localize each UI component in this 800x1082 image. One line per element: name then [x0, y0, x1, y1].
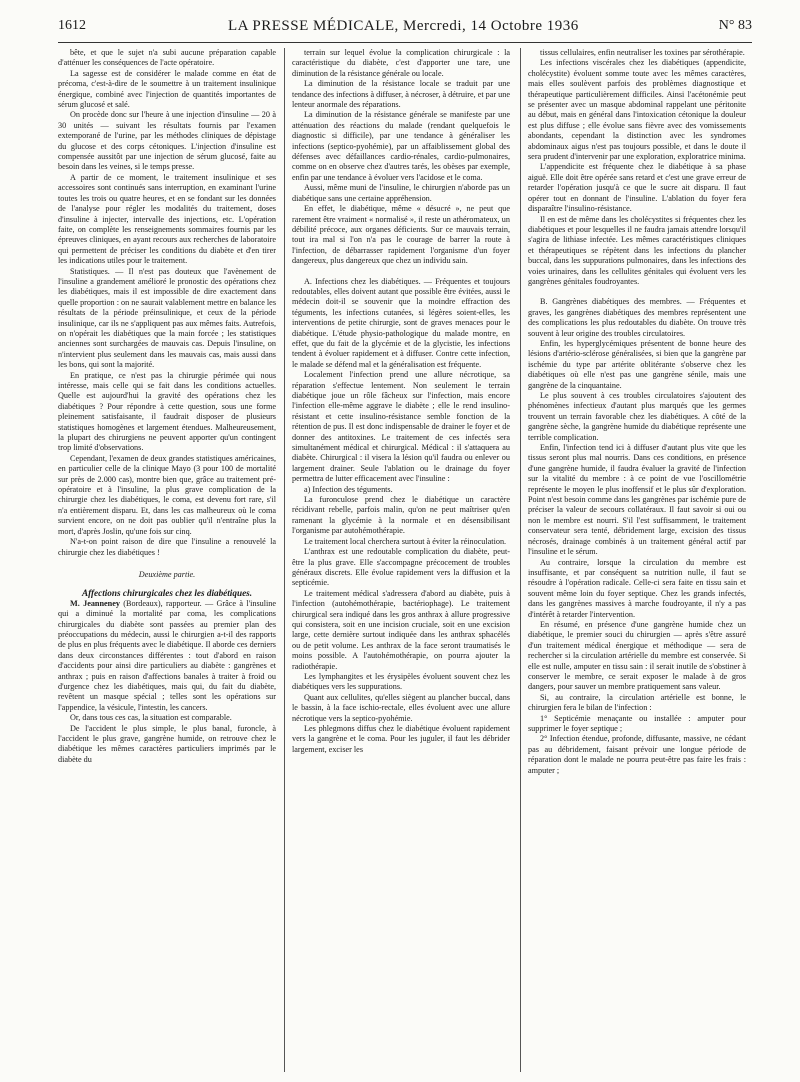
paragraph: Cependant, l'examen de deux grandes statistiques américaines, en particulier celle de la clinique Mayo (3 pour 100 de mortalité sur près de 2.000 cas), montre bien que, grâce au traitement pré-opératoire et à l'insuline, la plus grave complication de la chirurgie chez les diabétiques, le coma, est devenu fort rare, s'il n'a entièrement disparu. Et, dans les cas malheureux où le coma survient encore, on ne doit pas oublier qu'il n'entraîne plus la mort, d'après Joslin, qu'une fois sur cinq. [58, 453, 276, 536]
paragraph: Enfin, les hyperglycémiques présentent de bonne heure des lésions d'artério-sclérose généralisées, si bien que la gangrène par ischémie du type par artérite oblitérante s'observe chez les diabétiques où elle n'est pas une gangrène sénile, mais une gangrène de la cinquantaine. [528, 338, 746, 390]
paragraph: bête, et que le sujet n'a subi aucune préparation capable d'atténuer les conséquences de l'acte opératoire. [58, 48, 276, 68]
paragraph: Le plus souvent à ces troubles circulatoires s'ajoutent des phénomènes infectieux d'autant plus marqués que les germes trouvent un terrain favorable chez les diabétiques. A côté de la gangrène sèche, la gangrène humide du diabétique représente une terrible complication. [528, 391, 746, 442]
paragraph: 1° Septicémie menaçante ou installée : amputer pour supprimer le foyer septique ; [528, 713, 746, 733]
paragraph: Il en est de même dans les cholécystites si fréquentes chez les diabétiques et pour lesquelles il ne faudra jamais attendre lorsqu'il s'agira de lithiase infectée. Les mêmes caractéristiques cliniques et thérapeutiques se répètent dans les infections du plancher buccal, dans les suppurations pulmonaires, dans les infections des voies urinaires, dans les cellulites génitales qui évoluent vers les gangrènes génitales foudroyantes. [528, 214, 746, 286]
journal-title: LA PRESSE MÉDICALE, Mercredi, 14 Octobre 1936 [228, 18, 579, 34]
paragraph: N'a-t-on point raison de dire que l'insuline a renouvelé la chirurgie chez les diabétiques ! [58, 537, 276, 557]
paragraph: A partir de ce moment, le traitement insulinique et ses accessoires sont continués sans interruption, en examinant l'urine toutes les trois ou quatre heures, et en se fondant sur les données de l'analyse pour régler les modalités du traitement, doses d'insuline à injecter, intervalle des injections, etc. L'opération faite, on complète les renseignements sommaires fournis par les épreuves cliniques, en ayant recours aux recherches de laboratoire qui permettent de préciser les conditions du diabète et d'en tirer les indications utiles pour le traitement. [58, 172, 276, 266]
paragraph: Le traitement médical s'adressera d'abord au diabète, puis à l'infection (autohémothérapie, bactériophage). Le traitement chirurgical sera indiqué dans les gros anthrax à allure progressive qui consistera, soit en une incision cruciale, soit en une excision large, cette dernière surtout indiquée dans les anthrax sphacélés ou de petit volume. Les anthrax de la face seront traumatisés le moins possible. A l'autohémothérapie, on pourra ajouter la radiothérapie. [292, 588, 510, 671]
paragraph [58, 599, 276, 713]
paragraph: En résumé, en présence d'une gangrène humide chez un diabétique, le premier souci du chirurgien — après s'être assuré d'un traitement médical énergique et méthodique — sera de rechercher si la circulation artérielle du membre est conservée. Si elle est nulle, amputer en tissu sain : il serait inutile de s'obstiner à conserver le membre, ce serait exposer le malade à de gros dangers, pour sauver un membre pratiquement sans valeur. [528, 619, 746, 692]
paragraph: En pratique, ce n'est pas la chirurgie périmée qui nous intéresse, mais celle qui se fait dans les conditions actuelles. Quelle est aujourd'hui la gravité des opérations chez les diabétiques ? Pour répondre à cette question, sous une forme pleinement satisfaisante, il faudrait disposer de plusieurs statistiques homogènes et largement étendues. Malheureusement, la plupart des chirurgiens ne peuvent apporter qu'un contingent trop limité d'observations. [58, 370, 276, 453]
paragraph: Le traitement local cherchera surtout à éviter la réinoculation. [304, 536, 507, 546]
paragraph: Les lymphangites et les érysipèles évoluent souvent chez les diabétiques vers les suppurations. [292, 671, 510, 692]
paragraph: De l'accident le plus simple, le plus banal, furoncle, à l'accident le plus grave, gangrène humide, on retrouve chez le diabétique les mêmes caractères particuliers imprimés par le diabète du [58, 723, 276, 764]
paragraph: Localement l'infection prend une allure nécrotique, sa réparation s'effectue lentement. Non seulement le terrain diabétique joue un rôle fâcheux sur l'infection, mais encore l'infection elle-même aggrave le diabète ; elle le rend insulino-résistant et cette insulino-résistance semble fonction de la rétention de pus. Il est donc indispensable de drainer le foyer et de donner des antitoxines. Le traitement de ces infectés sera simultanément médical et chirurgical. Médical : il s'attaquera au diabète. Chirurgical : il visera la lésion qu'il faudra ou enlever ou largement drainer. Seule l'ablation ou le drainage du foyer permettra de lutter efficacement avec l'insuline : [292, 370, 510, 484]
paragraph: Les infections viscérales chez les diabétiques (appendicite, cholécystite) évoluent somme toute avec les mêmes caractères, mais elles soulèvent parfois des problèmes diagnostique et thérapeutique particulièrement difficiles. Ainsi l'acétonémie peut se présenter avec un masque abdominal rappelant une péritonite au début, mais en général dans l'intoxication cétonique la douleur est plus diffuse ; elle évolue sans fièvre avec des vomissements abondants, cependant la distinction avec les syndromes abdominaux aigus n'est pas toujours possible, et dans le doute il sera prudent d'intervenir par une exploration, exploratrice minima. [528, 58, 746, 162]
paragraph: Enfin, l'infection tend ici à diffuser d'autant plus vite que les tissus seront plus mal nourris. Dans ces conditions, en présence d'une gangrène humide, il faudra évaluer la gravité de l'infection sur la vitalité du membre : à ce point de vue l'oscillométrie représente le moyen le plus inoffensif et le plus sûr d'exploration. Point n'est besoin comme dans les gangrènes par ischémie pure de préciser la valeur de secours collatéraux. Il faut savoir si oui ou non le membre est nourri. S'il l'est suffisamment, le traitement conservateur sera tenté, débridement large, excision des tissus nécrosés, drainage combinés à un traitement général actif par l'insuline et le sérum. [528, 443, 746, 557]
column-divider [520, 48, 521, 1072]
paragraph: Les phlegmons diffus chez le diabétique évoluent rapidement vers la gangrène et le coma. Pour les juguler, il faut les débrider largement, exciser les [292, 724, 510, 754]
paragraph: B. Gangrènes diabétiques des membres. — Fréquentes et graves, les gangrènes diabétiques des membres représentent une des complications les plus redoutables du diabète. On trouve très souvent à leur origine des troubles circulatoires. [528, 297, 746, 338]
paragraph: La sagesse est de considérer le malade comme en état de précoma, c'est-à-dire de le soumettre à un traitement insulinique énergique, combiné avec l'injection de quantités importantes de sérum glucosé et salé. [58, 68, 276, 110]
rapporteur-text: (Bordeaux), rapporteur. — Grâce à l'insuline qui a diminué la mortalité par coma, les complications chirurgicales du diabète sont passées au premier plan des préoccupations du médecin, aussi le chirurgien a-t-il des rapports de plus en plus fréquents avec le diabétique. Il aborde ces derniers dans deux circonstances différentes : tout d'abord en raison d'accidents pour ainsi dire particuliers au diabète : gangrènes et anthrax ; puis en raison d'affections banales à traiter à froid ou d'urgence chez les diabétiques, mais qui, du fait du diabète, revêtent un masque spécial ; telles sont les opérations sur l'appendice, la vésicule, l'intestin, les cancers. [58, 598, 276, 712]
paragraph: La diminution de la résistance locale se traduit par une tendance des infections à diffuser, à nécroser, à détruire, et par une lenteur anormale des réparations. [292, 79, 510, 110]
paragraph: La furonculose prend chez le diabétique un caractère récidivant rebelle, parfois malin, qu'on ne peut maîtriser qu'en ramenant la glycémie à la normale et en désensibilisant l'organisme par autohémothérapie. [292, 495, 510, 536]
column-3 [528, 48, 746, 1078]
column-1 [58, 48, 276, 1078]
issue-number: N° 83 [718, 18, 752, 33]
running-header [58, 16, 752, 43]
section-heading: Affections chirurgicales chez les diabétiques. [81, 588, 253, 599]
page-number: 1612 [58, 18, 86, 33]
paragraph: terrain sur lequel évolue la complication chirurgicale : la caractéristique du diabète, c'est d'apporter une tare, une diminution de la résistance générale ou locale. [292, 48, 510, 78]
paragraph: A. Infections chez les diabétiques. — Fréquentes et toujours redoutables, elles doivent autant que possible être évitées, aussi le médecin doit-il se souvenir que la moindre effraction des téguments, les infections cutanées, si légères soient-elles, les interventions de petite chirurgie, sont de graves menaces pour le diabétique. L'étude physio-pathologique du malade montre, en effet, que du fait de la glycémie et de la glycistie, les infections tendent à évoluer rapidement et à diffuser. Contre cette infection, le malade se défend mal et la généralisation est fréquente. [292, 276, 510, 369]
column-2 [292, 48, 510, 1078]
paragraph: a) Infection des téguments. [304, 484, 393, 494]
paragraph: En effet, le diabétique, même « désucré », ne peut que rarement être vraiment « normalisé », il reste un athéromateux, un débilité précoce, aux organes déficients. Sur ce mauvais terrain, tout ira mal si l'on n'a pas le courage de barrer la route à l'infection, de débarrasser rapidement l'organisme d'un foyer dangereux, plus dangereux que chez un individu sain. [292, 204, 510, 266]
paragraph: On procède donc sur l'heure à une injection d'insuline — 20 à 30 unités — suivant les résultats fournis par l'examen extemporané de l'urine, par les méthodes cliniques de dépistage du glucose et des corps cétoniques. L'injection d'insuline est compensée aussitôt par une injection de sérum glucosé, faite au besoin dans les veines, si le temps presse. [58, 110, 276, 172]
author-name: M. Jeanneney [70, 598, 120, 608]
paragraph: L'anthrax est une redoutable complication du diabète, peut-être la plus grave. Elle s'accompagne précocement de troubles généraux discrets. Elle évolue rapidement vers la diffusion et la septicémie. [292, 547, 510, 588]
paragraph: Au contraire, lorsque la circulation du membre est insuffisante, et par conséquent sa nutrition nulle, il faut se résoudre à l'opération radicale. Celle-ci sera faite en tissu sain et souvent même loin du foyer septique. Chez les grands infectés, dans les gangrènes massives à marche foudroyante, il n'y a pas d'intérêt à retarder l'intervention. [528, 557, 746, 619]
paragraph: tissus cellulaires, enfin neutraliser les toxines par sérothérapie. [540, 48, 745, 57]
paragraph: La diminution de la résistance générale se manifeste par une atténuation des réactions du malade (rendant quelquefois le diagnostic si difficile), par une tendance à généraliser les infections (septico-pyohémie), par un affaiblissement global des défenses avec défaillances cardio-rénales, cardio-pulmonaires, comme on en observe chez d'autres tarés, les obèses par exemple, enfin par une tendance à évoluer vers l'acidose et le coma. [292, 110, 510, 182]
column-divider [284, 48, 285, 1072]
paragraph: Or, dans tous ces cas, la situation est comparable. [70, 713, 232, 723]
paragraph: Aussi, même muni de l'insuline, le chirurgien n'aborde pas un diabétique sans une certaine appréhension. [292, 183, 510, 203]
paragraph: 2° Infection étendue, profonde, diffusante, massive, ne cédant pas au débridement, faisant prévoir une longue période de réparation dont le malade ne pourra peut-être pas faire les frais : amputer ; [528, 734, 746, 775]
paragraph: Si, au contraire, la circulation artérielle est bonne, le chirurgien fera le bilan de l'infection : [528, 692, 746, 713]
part-label: Deuxième partie. [138, 569, 196, 579]
paragraph: Statistiques. — Il n'est pas douteux que l'avènement de l'insuline a grandement amélioré le pronostic des opérations chez les diabétiques, mais il est impossible de dire exactement dans quelle proportion : on ne saurait valablement mettre en balance les résultats de la période préinsulinique, et ceux de la période insulinique, car ils ne s'appliquent pas aux mêmes faits. Autrefois, on n'opérait les diabétiques que la main forcée ; les statistiques anciennes sont surchargées de mauvais cas. Depuis l'insuline, on n'intervient plus seulement dans les mauvais cas, mais aussi dans les bons, qui sont la majorité. [58, 266, 276, 370]
paragraph: L'appendicite est fréquente chez le diabétique à sa phase aiguë. Elle doit être opérée sans retard et c'est une grave erreur de retarder l'opération jusqu'à ce que le sucre ait disparu. Il faut opérer tout en donnant de l'insuline. L'ablation du foyer fera disparaître l'insulino-résistance. [528, 162, 746, 214]
paragraph: Quant aux cellulites, qu'elles siègent au plancher buccal, dans le bassin, à la face ischio-rectale, elles évoluent avec une allure nécrotique vers la septico-pyohémie. [292, 692, 510, 723]
